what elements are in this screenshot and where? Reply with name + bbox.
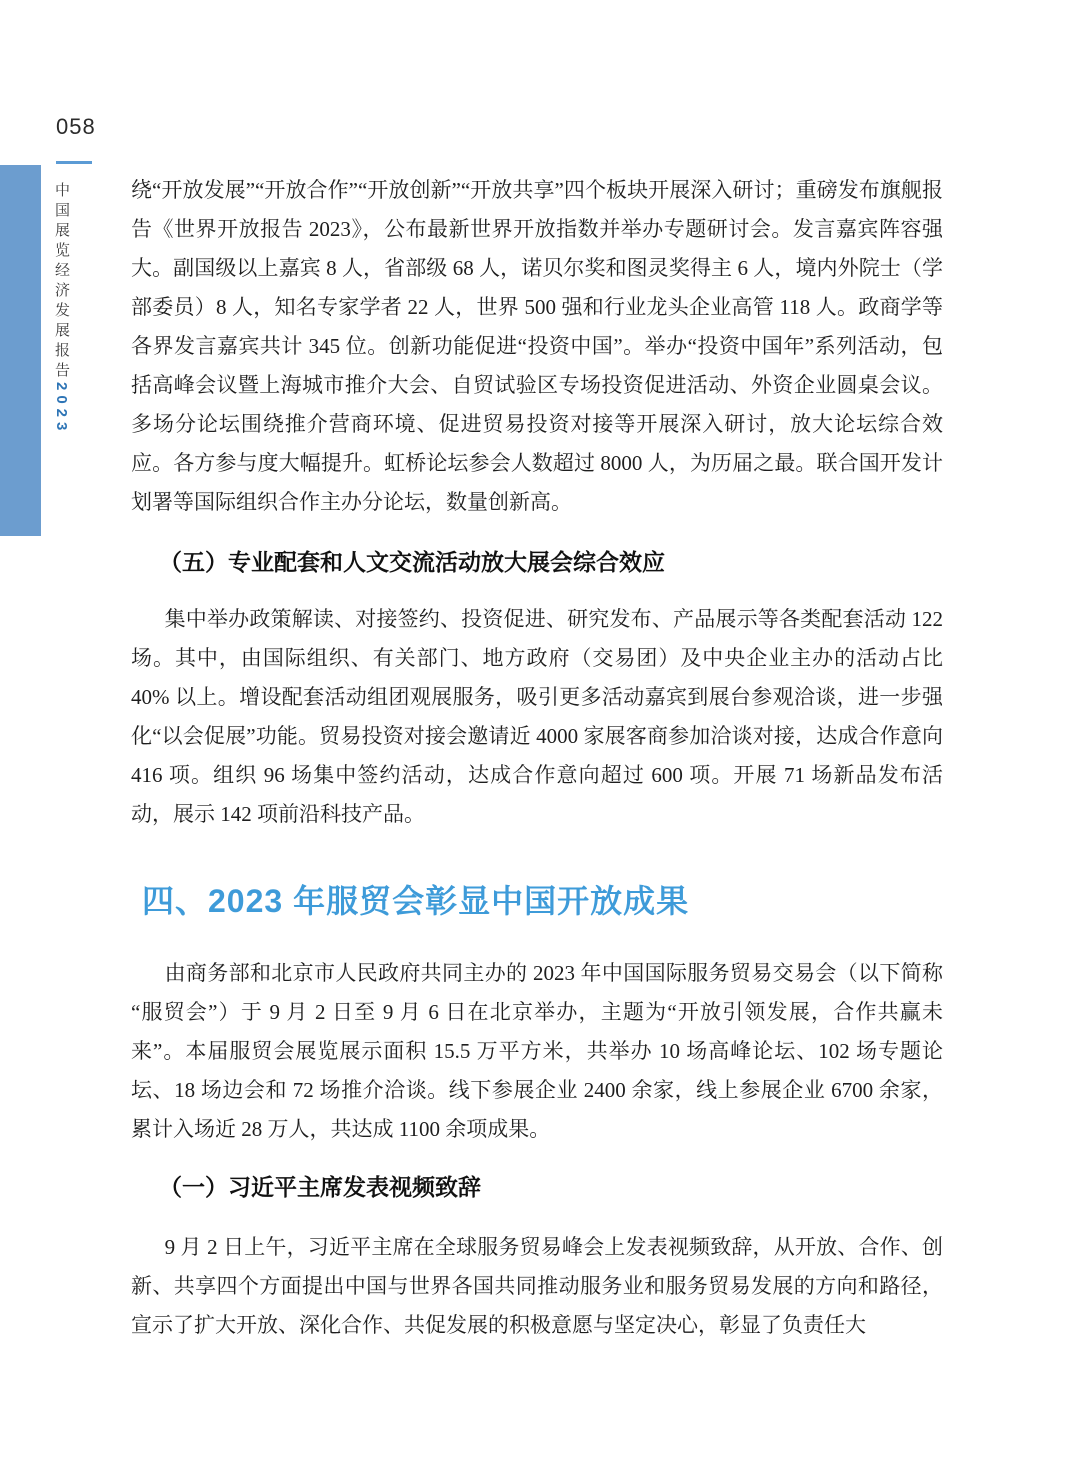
section-heading-four-ciftis: 四、2023 年服贸会彰显中国开放成果 [142,883,690,919]
paragraph-continued-from-previous-page: 绕“开放发展”“开放合作”“开放创新”“开放共享”四个板块开展深入研讨；重磅发布旗舰报告《世界开放报告 2023》，公布最新世界开放指数并举办专题研讨会。发言嘉宾阵容强大。副国级以上嘉宾 8 人，省部级 68 人，诺贝尔奖和图灵奖得主 6 人，境内外院士（学部委员）8 人，知名专家学者 22 人，世界 500 强和行业龙头企业高管 118 人。政商学等各界发言嘉宾共计 345 位。创新功能促进“投资中国”。举办“投资中国年”系列活动，包括高峰会议暨上海城市推介大会、自贸试验区专场投资促进活动、外资企业圆桌会议。多场分论坛围绕推介营商环境、促进贸易投资对接等开展深入研讨，放大论坛综合效应。各方参与度大幅提升。虹桥论坛参会人数超过 8000 人，为历届之最。联合国开发计划署等国际组织合作主办分论坛，数量创新高。 [131,178,943,514]
subsection-heading-one: （一）习近平主席发表视频致辞 [159,1174,481,1200]
paragraph-video-address: 9 月 2 日上午，习近平主席在全球服务贸易峰会上发表视频致辞，从开放、合作、创新、共享四个方面提出中国与世界各国共同推动服务业和服务贸易发展的方向和路径，宣示了扩大开放、深化合作、共促发展的积极意愿与坚定决心，彰显了负责任大 [131,1235,943,1337]
page-number: 058 [56,114,96,139]
sidebar-title-text: 中国展览经济发展报告 [53,182,70,382]
paragraph-ciftis-overview: 由商务部和北京市人民政府共同主办的 2023 年中国国际服务贸易交易会（以下简称“服贸会”）于 9 月 2 日至 9 月 6 日在北京举办，主题为“开放引领发展，合作共赢未来”。本届服贸会展览展示面积 15.5 万平方米，共举办 10 场高峰论坛、102 场专题论坛、18 场边会和 72 场推介洽谈。线下参展企业 2400 余家，线上参展企业 6700 余家，累计入场近 28 万人，共达成 1100 余项成果。 [131,961,943,1141]
subsection-heading-five: （五）专业配套和人文交流活动放大展会综合效应 [159,549,665,575]
paragraph-supporting-activities: 集中举办政策解读、对接签约、投资促进、研究发布、产品展示等各类配套活动 122 场。其中，由国际组织、有关部门、地方政府（交易团）及中央企业主办的活动占比 40% 以上。增设配套活动组团观展服务，吸引更多活动嘉宾到展台参观洽谈，进一步强化“以会促展”功能。贸易投资对接会邀请近 4000 家展客商参加洽谈对接，达成合作意向 416 项。组织 96 场集中签约活动，达成合作意向超过 600 项。开展 71 场新品发布活动，展示 142 项前沿科技产品。 [131,607,943,826]
sidebar-title-year: 2023 [53,382,70,436]
